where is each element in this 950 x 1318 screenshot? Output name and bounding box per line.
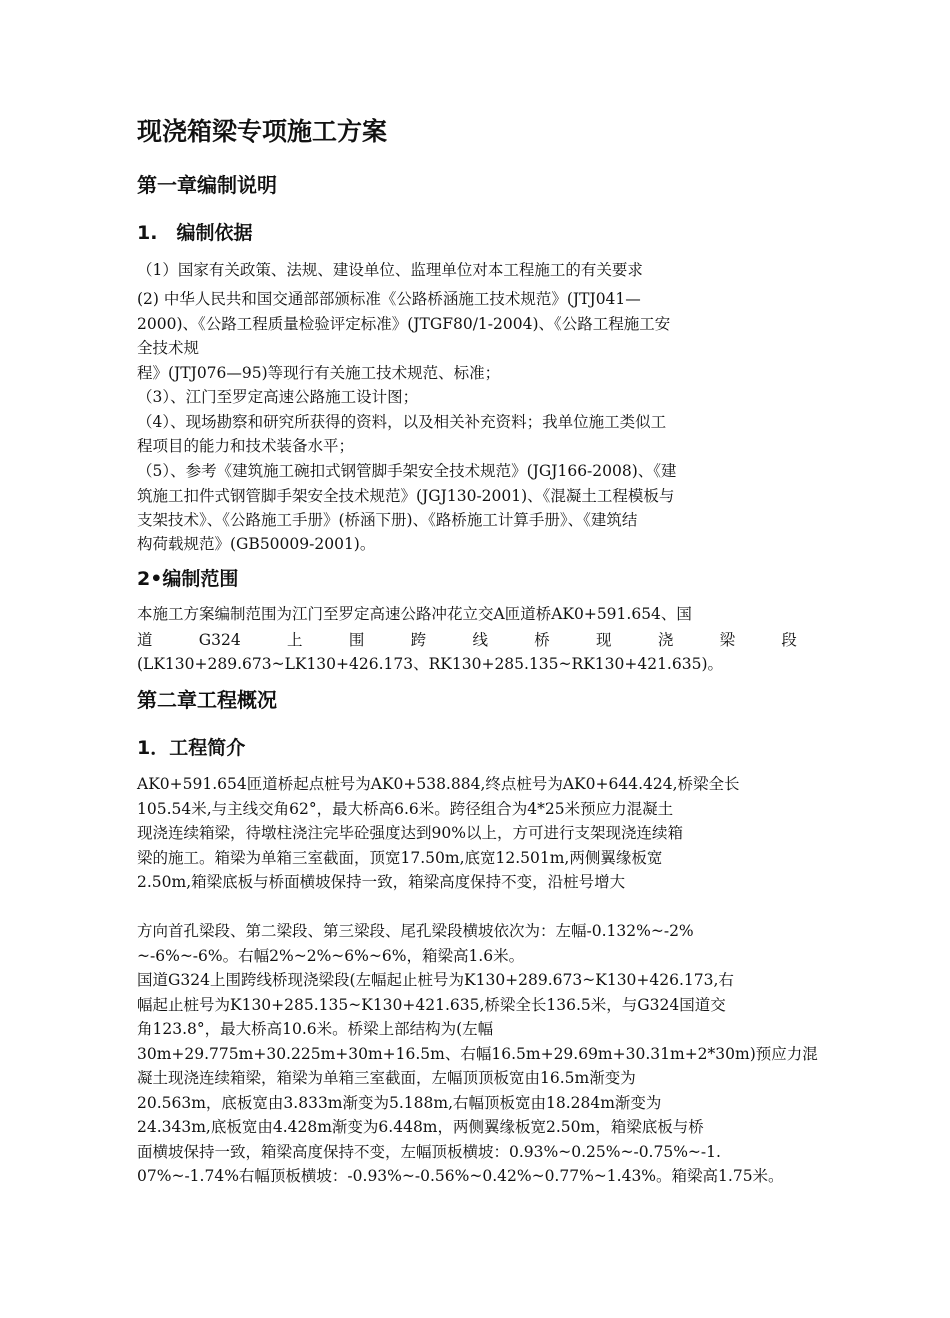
scope-word: 桥: [534, 631, 550, 649]
overview-line-2: 105.54米,与主线交角62°，最大桥高6.6米。跨径组合为4*25米预应力混凝土: [137, 800, 674, 818]
chapter1-heading: 第一章编制说明: [137, 173, 277, 197]
overview-line-5: 2.50m,箱梁底板与桥面横坡保持一致，箱梁高度保持不变，沿桩号增大: [137, 873, 626, 891]
basis-line-12: 构荷载规范》(GB50009-2001)。: [137, 535, 376, 553]
basis-line-9: （5）、参考《建筑施工碗扣式钢管脚手架安全技术规范》(JGJ166-2008)、《建: [137, 462, 677, 480]
scope-word: 梁: [719, 631, 736, 649]
scope-word: 现: [596, 631, 612, 649]
scope-word: 段: [781, 631, 797, 649]
basis-line-11: 支架技术》、《公路施工手册》(桥涵下册)、《路桥施工计算手册》、《建筑结: [137, 511, 638, 529]
overview-line-10: 角123.8°，最大桥高10.6米。桥梁上部结构为(左幅: [137, 1020, 494, 1038]
overview-line-12: 凝土现浇连续箱梁，箱梁为单箱三室截面，左幅顶顶板宽由16.5m渐变为: [137, 1069, 636, 1087]
overview-line-7: ~-6%~-6%。右幅2%~2%~6%~6%，箱梁高1.6米。: [137, 947, 525, 965]
overview-line-9: 幅起止桩号为K130+285.135~K130+421.635,桥梁全长136.5米，与G324国道交: [137, 996, 726, 1014]
scope-line-1: 本施工方案编制范围为江门至罗定高速公路冲花立交A匝道桥AK0+591.654、国: [137, 605, 692, 623]
overview-line-3: 现浇连续箱梁，待墩柱浇注完毕砼强度达到90%以上，方可进行支架现浇连续箱: [137, 824, 683, 842]
basis-line-10: 筑施工扣件式钢管脚手架安全技术规范》(JGJ130-2001)、《混凝土工程模板与: [137, 487, 675, 505]
basis-line-5: 程》(JTJ076—95)等现行有关施工技术规范、标准；: [137, 364, 501, 382]
basis-line-1: （1）国家有关政策、法规、建设单位、监理单位对本工程施工的有关要求: [137, 261, 643, 279]
scope-line-2: [137, 629, 797, 651]
overview-line-14: 24.343m,底板宽由4.428m渐变为6.448m，两侧翼缘板宽2.50m，箱梁底板与桥: [137, 1118, 704, 1136]
section-heading-scope: 2•编制范围: [137, 568, 239, 590]
overview-line-16: 07%~-1.74%右幅顶板横坡：-0.93%~-0.56%~0.42%~0.77%~1.43%。箱梁高1.75米。: [137, 1167, 784, 1185]
document-title: 现浇箱梁专项施工方案: [137, 117, 388, 146]
basis-line-4: 全技术规: [137, 339, 200, 357]
section-heading-overview: 1．工程简介: [137, 737, 246, 759]
scope-word: 浇: [657, 631, 674, 649]
basis-line-2: (2) 中华人民共和国交通部部颁标准《公路桥涵施工技术规范》(JTJ041—: [137, 290, 641, 308]
overview-line-13: 20.563m，底板宽由3.833m渐变为5.188m,右幅顶板宽由18.284m渐变为: [137, 1094, 662, 1112]
overview-line-4: 梁的施工。箱梁为单箱三室截面，顶宽17.50m,底宽12.501m,两侧翼缘板宽: [137, 849, 663, 867]
chapter2-heading: 第二章工程概况: [137, 688, 277, 712]
basis-line-6: （3）、江门至罗定高速公路施工设计图；: [137, 388, 419, 406]
scope-word: 道: [137, 631, 153, 649]
scope-line-3: (LK130+289.673~LK130+426.173、RK130+285.135~RK130+421.635)。: [137, 655, 723, 673]
scope-word: 线: [472, 631, 488, 649]
scope-word: 跨: [410, 631, 427, 649]
overview-line-1: AK0+591.654匝道桥起点桩号为AK0+538.884,终点桩号为AK0+644.424,桥梁全长: [137, 775, 740, 793]
overview-line-15: 面横坡保持一致，箱梁高度保持不变，左幅顶板横坡：0.93%~0.25%~-0.75%~-1.: [137, 1143, 721, 1161]
section-heading-basis: 1. 编制依据: [137, 222, 253, 244]
overview-line-11: 30m+29.775m+30.225m+30m+16.5m、右幅16.5m+29.69m+30.31m+2*30m)预应力混: [137, 1045, 818, 1063]
basis-line-3: 2000)、《公路工程质量检验评定标准》(JTGF80/1-2004)、《公路工程施工安: [137, 315, 671, 333]
overview-line-8: 国道G324上围跨线桥现浇梁段(左幅起止桩号为K130+289.673~K130+426.173,右: [137, 971, 734, 989]
overview-line-6: 方向首孔梁段、第二梁段、第三梁段、尾孔梁段横坡依次为：左幅-0.132%~-2%: [137, 922, 694, 940]
basis-line-7: （4）、现场勘察和研究所获得的资料，以及相关补充资料；我单位施工类似工: [137, 413, 667, 431]
basis-line-8: 程项目的能力和技术装备水平；: [137, 437, 355, 455]
scope-word: G324: [198, 631, 241, 649]
scope-word: 围: [348, 631, 365, 649]
scope-word: 上: [287, 631, 303, 649]
